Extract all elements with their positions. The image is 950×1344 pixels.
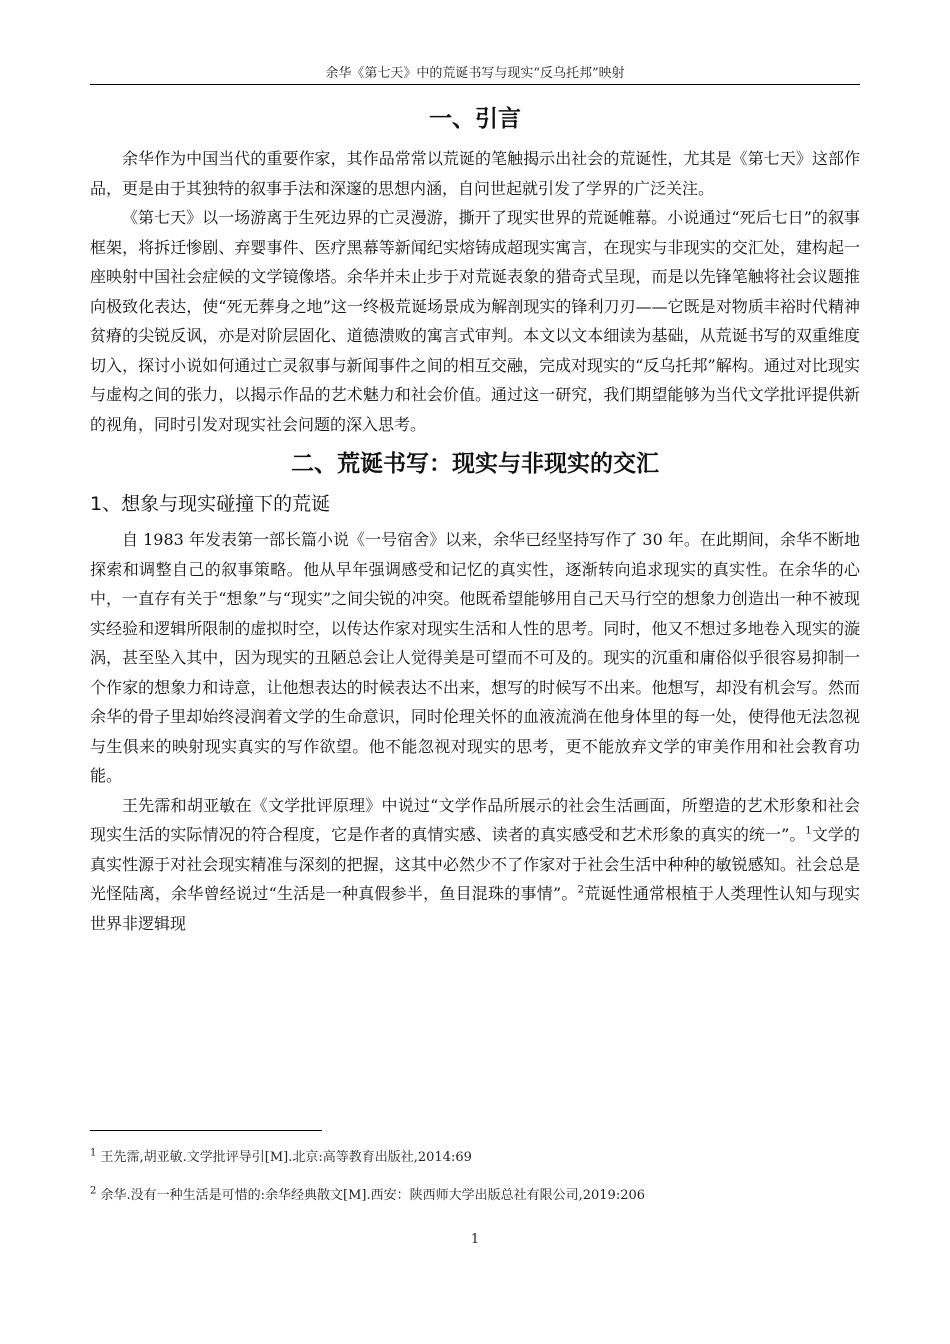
footnote-mark: 2 <box>90 1185 97 1197</box>
paragraph: 《第七天》以一场游离于生死边界的亡灵漫游，撕开了现实世界的荒诞帷幕。小说通过“死后七日”的叙事框架，将拆迁惨剧、弃婴事件、医疗黑幕等新闻纪实熔铸成超现实寓言，在现实与非现实的交汇处，建构起一座映射中国社会症候的文学镜像塔。余华并未止步于对荒诞表象的猎奇式呈现，而是以先锋笔触将社会议题推向极致化表达，使“死无葬身之地”这一终极荒诞场景成为解剖现实的锋利刀刃——它既是对物质丰裕时代精神贫瘠的尖锐反讽，亦是对阶层固化、道德溃败的寓言式审判。本文以文本细读为基础，从荒诞书写的双重维度切入，探讨小说如何通过亡灵叙事与新闻事件之间的相互交融，完成对现实的“反乌托邦”解构。通过对比现实与虚构之间的张力，以揭示作品的艺术魅力和社会价值。通过这一研究，我们期望能够为当代文学批评提供新的视角，同时引发对现实社会问题的深入思考。 <box>90 208 860 434</box>
paragraph-with-footnotes <box>90 791 860 939</box>
paragraph-text: 王先霈和胡亚敏在《文学批评原理》中说过“文学作品所展示的社会生活画面，所塑造的艺术形象和社会现实生活的实际情况的符合程度，它是作者的真情实感、读者的真实感受和艺术形象的真实的统一”。 <box>90 795 860 844</box>
footnote-marker: 1 <box>805 825 812 837</box>
subsection-heading: 1、想象与现实碰撞下的荒诞 <box>90 493 331 515</box>
footnote-text: 王先霈,胡亚敏.文学批评导引[M].北京:高等教育出版社,2014:69 <box>100 1150 472 1165</box>
paragraph: 自 1983 年发表第一部长篇小说《一号宿舍》以来，余华已经坚持写作了 30 年。在此期间，余华不断地探索和调整自己的叙事策略。他从早年强调感受和记忆的真实性，逐渐转向追求现实的真实性。在余华的心中，一直存有关于“想象”与“现实”之间尖锐的冲突。他既希望能够用自己天马行空的想象力创造出一种不被现实经验和逻辑所限制的虚拟时空，以传达作家对现实生活和人性的思考。同时，他又不想过多地卷入现实的漩涡，甚至坠入其中，因为现实的丑陋总会让人觉得美是可望而不可及的。现实的沉重和庸俗似乎很容易抑制一个作家的想象力和诗意，让他想表达的时候表达不出来，想写的时候写不出来。他想写，却没有机会写。然而余华的骨子里却始终浸润着文学的生命意识，同时伦理关怀的血液流淌在他身体里的每一处，使得他无法忽视与生俱来的映射现实真实的写作欲望。他不能忽视对现实的思考，更不能放弃文学的审美作用和社会教育功能。 <box>90 530 860 785</box>
footnote-text: 余华.没有一种生活是可惜的:余华经典散文[M].西安：陕西师大学出版总社有限公司,2019:206 <box>100 1188 646 1203</box>
page-body <box>90 96 860 938</box>
running-header: 余华《第七天》中的荒诞书写与现实“反乌托邦”映射 <box>325 66 625 81</box>
page-number: 1 <box>470 1232 480 1247</box>
footnote-mark: 1 <box>90 1147 97 1159</box>
footnote-rule <box>90 1130 322 1131</box>
footnote-marker: 2 <box>577 884 584 896</box>
paragraph-text: 文学的真实性源于对社会现实精准与深刻的把握，这其中必然少不了作家对于社会生活中种种的敏锐感知。社会总是光怪陆离，余华曾经说过“生活是一种真假参半，鱼目混珠的事情”。 <box>90 825 860 903</box>
footnote <box>90 1146 472 1165</box>
section-heading-introduction: 一、引言 <box>429 106 521 132</box>
header-rule <box>90 84 860 85</box>
paragraph: 余华作为中国当代的重要作家，其作品常常以荒诞的笔触揭示出社会的荒诞性，尤其是《第七天》这部作品，更是由于其独特的叙事手法和深邃的思想内涵，自问世起就引发了学界的广泛关注。 <box>90 149 860 198</box>
paragraph-text: 荒诞性通常根植于人类理性认知与现实世界非逻辑现 <box>90 884 860 933</box>
section-heading-absurd-writing: 二、荒诞书写：现实与非现实的交汇 <box>291 451 659 477</box>
footnote <box>90 1184 645 1203</box>
